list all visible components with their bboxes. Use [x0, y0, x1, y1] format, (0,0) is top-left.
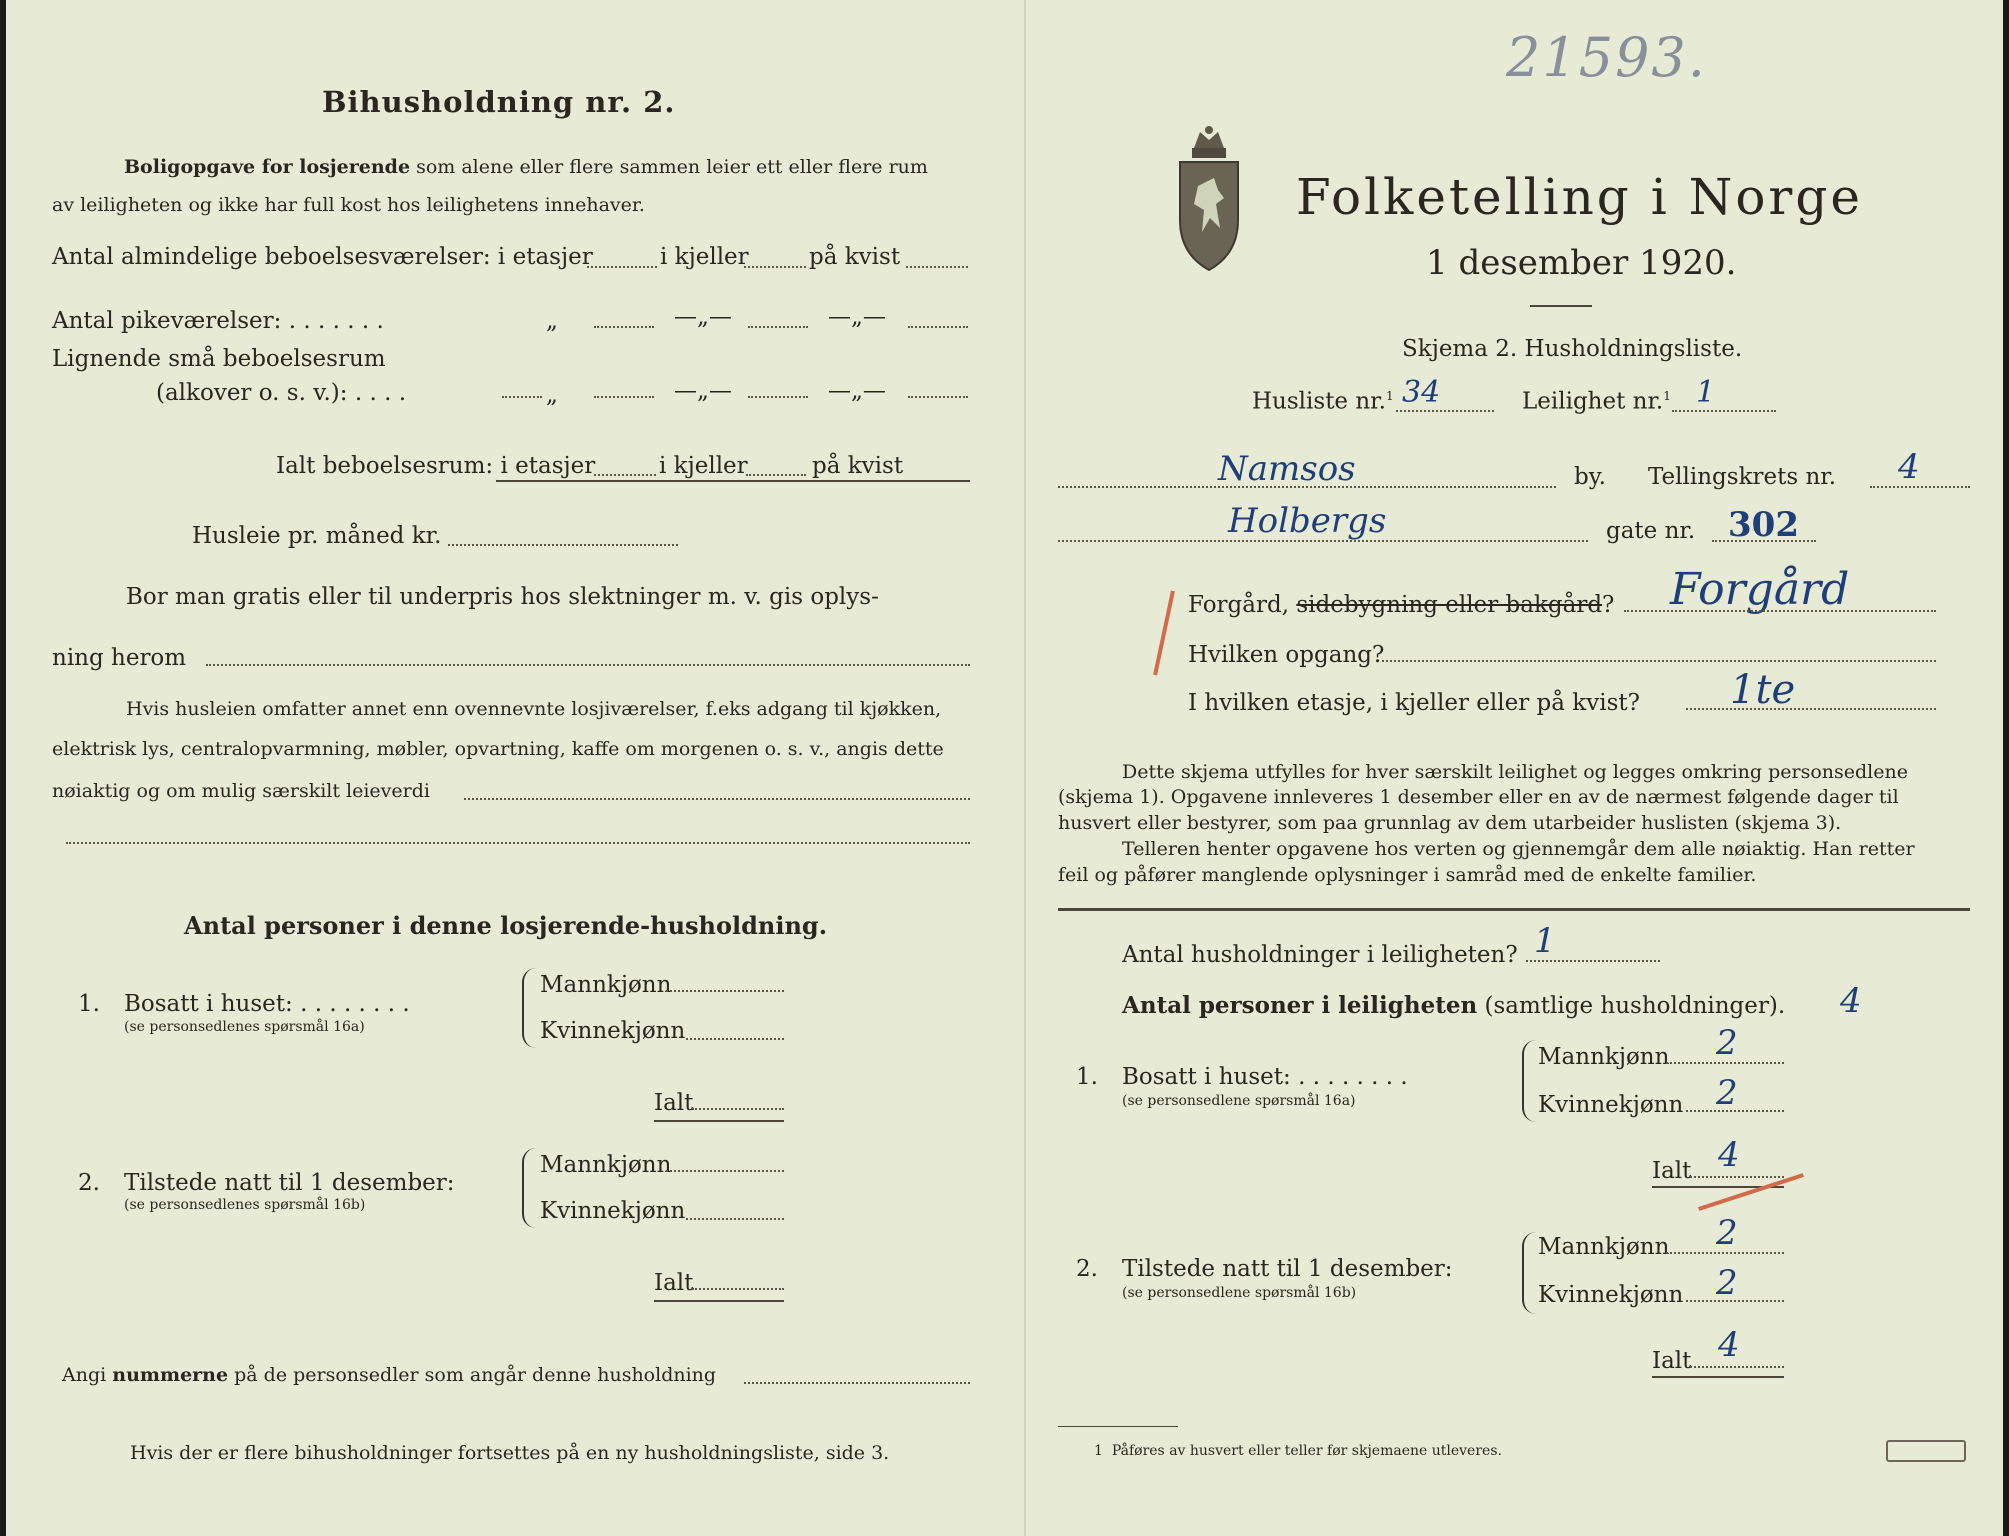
lignende-label-1: Lignende små beboelsesrum [52, 346, 386, 372]
right-q1-ialt-label: Ialt [1652, 1158, 1692, 1184]
ditto-mark: „ [546, 382, 558, 408]
ditto-mark: „ [546, 308, 558, 334]
left-q2-kvinne-field[interactable] [686, 1218, 784, 1220]
forgaard-value: Forgård [1670, 564, 1850, 615]
info-line-3: husvert eller bestyrer, som paa grunnlag av dem utarbeider huslisten (skjema 3). [1058, 812, 1842, 834]
right-q2-sub: (se personsedlene spørsmål 16b) [1122, 1285, 1357, 1301]
forgaard-field[interactable] [1624, 610, 1936, 612]
right-q1-num: 1. [1076, 1064, 1098, 1090]
ditto-dash: —„— [828, 378, 886, 404]
skjema-label: Skjema 2. Husholdningsliste. [1402, 336, 1743, 362]
ialt-etasjer-field[interactable] [594, 474, 656, 476]
right-q1-ialt-field[interactable] [1690, 1176, 1784, 1178]
left-q2-ialt-label: Ialt [654, 1270, 694, 1296]
gate-field[interactable] [1058, 540, 1588, 542]
right-q2-ialt-value: 4 [1718, 1325, 1740, 1365]
right-q2-ialt-underline [1652, 1376, 1784, 1378]
i-kjeller-label: i kjeller [659, 453, 748, 479]
right-q1-brace [1522, 1040, 1538, 1122]
left-footer: Hvis der er flere bihusholdninger fortsettes på en ny husholdningsliste, side 3. [130, 1442, 890, 1464]
husleie-field[interactable] [448, 544, 678, 546]
left-q1-ialt-underline [654, 1120, 784, 1122]
right-q1-sub: (se personsedlene spørsmål 16a) [1122, 1093, 1356, 1109]
bor-field[interactable] [206, 664, 970, 666]
right-q1-ialt-value: 4 [1718, 1135, 1740, 1175]
right-q2-mann-field[interactable] [1666, 1252, 1784, 1254]
right-q2-kvinne-value: 2 [1716, 1263, 1738, 1303]
tellingskrets-value: 4 [1898, 447, 1920, 487]
tellingskrets-field[interactable] [1870, 486, 1970, 488]
leilighet-value: 1 [1696, 375, 1716, 410]
pike-field-1[interactable] [594, 326, 654, 328]
left-q1-label: Bosatt i huset: . . . . . . . . [124, 991, 410, 1017]
hvis-line-1: Hvis husleien omfatter annet enn ovennevnte losjiværelser, f.eks adgang til kjøkken, [126, 698, 942, 720]
left-q1-brace [522, 968, 538, 1048]
census-sheet [6, 0, 2003, 1536]
left-q2-mann-label: Mannkjønn [540, 1152, 672, 1178]
right-q1-label: Bosatt i huset: . . . . . . . . [1122, 1064, 1408, 1090]
form-date: 1 desember 1920. [1426, 243, 1737, 283]
leilighet-field[interactable] [1672, 410, 1776, 412]
info-line-4: Telleren henter opgavene hos verten og gjennemgår dem alle nøiaktig. Han retter [1122, 838, 1915, 860]
gate-label: gate nr. [1606, 518, 1696, 544]
left-q1-mann-field[interactable] [666, 990, 784, 992]
ialt-kjeller-field[interactable] [746, 474, 806, 476]
kvist-field[interactable] [906, 266, 968, 268]
gate-nr-value: 302 [1728, 505, 1799, 545]
left-q2-label: Tilstede natt til 1 desember: [124, 1170, 455, 1196]
antal-personer-heading: Antal personer i denne losjerende-husholdning. [184, 911, 828, 940]
ialt-beboelsesrum-label: Ialt beboelsesrum: i etasjer [276, 453, 596, 479]
norway-coat-of-arms-icon [1174, 124, 1244, 274]
ditto-dash: —„— [674, 378, 732, 404]
right-q2-brace [1522, 1232, 1538, 1314]
left-q1-ialt-label: Ialt [654, 1090, 694, 1116]
right-q2-mann-label: Mannkjønn [1538, 1234, 1670, 1260]
right-q1-mann-field[interactable] [1666, 1062, 1784, 1064]
left-q2-brace [522, 1148, 538, 1228]
right-q2-label: Tilstede natt til 1 desember: [1122, 1256, 1453, 1282]
antal-pers-value: 4 [1840, 981, 1862, 1021]
left-q1-mann-label: Mannkjønn [540, 972, 672, 998]
section-rule [1058, 908, 1970, 911]
antal-almindelige-label: Antal almindelige beboelsesværelser: i etasjer [52, 244, 593, 270]
right-q2-ialt-label: Ialt [1652, 1348, 1692, 1374]
ditto-dash: —„— [674, 304, 732, 330]
right-q2-ialt-field[interactable] [1690, 1366, 1784, 1368]
archive-number: 21593. [1506, 26, 1707, 89]
etasje-value: 1te [1730, 667, 1796, 713]
red-check-mark [1698, 1173, 1804, 1211]
info-line-5: feil og påfører manglende oplysninger i samråd med de enkelte familier. [1058, 864, 1757, 886]
husliste-field[interactable] [1396, 410, 1494, 412]
antal-pers-label: Antal personer i leiligheten (samtlige husholdninger). [1122, 992, 1786, 1019]
pike-field-3[interactable] [908, 326, 968, 328]
ialt-underline [496, 480, 970, 482]
right-q2-mann-value: 2 [1716, 1213, 1738, 1253]
left-q2-ialt-underline [654, 1300, 784, 1302]
lignende-field-2[interactable] [748, 396, 808, 398]
intro-line-1: Boligopgave for losjerende som alene eller flere sammen leier ett eller flere rum [124, 156, 928, 178]
left-q2-sub: (se personsedlenes spørsmål 16b) [124, 1197, 366, 1213]
red-pencil-mark [1153, 591, 1175, 676]
angi-line: Angi nummerne på de personsedler som angår denne husholdning [62, 1364, 717, 1386]
leilighet-label: Leilighet nr.$^1$ [1522, 388, 1671, 415]
left-q2-ialt-field[interactable] [692, 1288, 784, 1290]
left-q1-ialt-field[interactable] [692, 1108, 784, 1110]
pike-field-2[interactable] [748, 326, 808, 328]
left-q2-num: 2. [78, 1170, 100, 1196]
right-q1-kvinne-label: Kvinnekjønn [1538, 1092, 1684, 1118]
info-line-2: (skjema 1). Opgavene innleveres 1 desember eller en av de nærmest følgende dager til [1058, 786, 1899, 808]
bor-line-1: Bor man gratis eller til underpris hos slektninger m. v. gis oplys- [126, 584, 879, 610]
opgang-field[interactable] [1382, 660, 1936, 662]
left-heading: Bihusholdning nr. 2. [322, 85, 676, 119]
tellingskrets-label: Tellingskrets nr. [1648, 464, 1837, 490]
info-line-1: Dette skjema utfylles for hver særskilt leilighet og legges omkring personsedlene [1122, 761, 1908, 783]
lignende-label-2: (alkover o. s. v.): . . . . [156, 380, 407, 406]
leieverdi-field-2[interactable] [66, 842, 970, 844]
right-q1-kvinne-value: 2 [1716, 1073, 1738, 1113]
by-label: by. [1574, 464, 1606, 490]
right-q1-mann-value: 2 [1716, 1023, 1738, 1063]
leieverdi-field[interactable] [464, 798, 970, 800]
gate-nr-field[interactable] [1712, 540, 1816, 542]
ditto-dash: —„— [828, 304, 886, 330]
left-q1-sub: (se personsedlenes spørsmål 16a) [124, 1019, 365, 1035]
left-q1-kvinne-field[interactable] [686, 1038, 784, 1040]
gate-value: Holbergs [1228, 501, 1387, 541]
left-q2-mann-field[interactable] [666, 1170, 784, 1172]
footnote-rule [1058, 1426, 1178, 1427]
title-rule [1530, 305, 1592, 307]
paa-kvist-label: på kvist [812, 453, 904, 479]
left-q1-kvinne-label: Kvinnekjønn [540, 1018, 686, 1044]
right-q1-mann-label: Mannkjønn [1538, 1044, 1670, 1070]
lignende-field-0[interactable] [502, 396, 542, 398]
paa-kvist-label: på kvist [809, 244, 901, 270]
by-value: Namsos [1218, 449, 1356, 489]
husliste-label: Husliste nr.$^1$ [1252, 388, 1394, 415]
forgaard-label: Forgård, sidebygning eller bakgård? [1188, 592, 1615, 618]
opgang-label: Hvilken opgang? [1188, 642, 1385, 668]
hvis-line-2: elektrisk lys, centralopvarmning, møbler, opvartning, kaffe om morgenen o. s. v., angis dette [52, 738, 944, 760]
intro-line-2: av leiligheten og ikke har full kost hos leilighetens innehaver. [52, 194, 645, 216]
etasje-label: I hvilken etasje, i kjeller eller på kvist? [1188, 690, 1640, 716]
by-field[interactable] [1058, 486, 1556, 488]
lignende-field-1[interactable] [594, 396, 654, 398]
lignende-field-3[interactable] [908, 396, 968, 398]
right-q2-kvinne-field[interactable] [1686, 1300, 1784, 1302]
i-kjeller-label: i kjeller [660, 244, 749, 270]
angi-field[interactable] [744, 1382, 970, 1384]
hvis-line-3: nøiaktig og om mulig særskilt leieverdi [52, 780, 430, 802]
bor-line-2: ning herom [52, 645, 187, 671]
husliste-value: 34 [1402, 375, 1441, 410]
right-q2-num: 2. [1076, 1256, 1098, 1282]
left-q1-num: 1. [78, 991, 100, 1017]
etasjer-field[interactable] [587, 266, 657, 268]
antal-hush-label: Antal husholdninger i leiligheten? [1122, 942, 1518, 968]
right-footnote: 1 Påføres av husvert eller teller før skjemaene utleveres. [1094, 1443, 1502, 1459]
kjeller-field[interactable] [744, 266, 806, 268]
left-q2-kvinne-label: Kvinnekjønn [540, 1198, 686, 1224]
husleie-label: Husleie pr. måned kr. [192, 523, 442, 549]
page-fold [1024, 0, 1026, 1536]
right-q2-kvinne-label: Kvinnekjønn [1538, 1282, 1684, 1308]
antal-hush-value: 1 [1534, 921, 1556, 961]
right-q1-kvinne-field[interactable] [1686, 1110, 1784, 1112]
printer-stamp [1886, 1440, 1966, 1462]
antal-hush-field[interactable] [1526, 960, 1660, 962]
etasje-field[interactable] [1686, 708, 1936, 710]
antal-pike-label: Antal pikeværelser: . . . . . . . [52, 308, 384, 334]
form-title: Folketelling i Norge [1296, 168, 1863, 226]
